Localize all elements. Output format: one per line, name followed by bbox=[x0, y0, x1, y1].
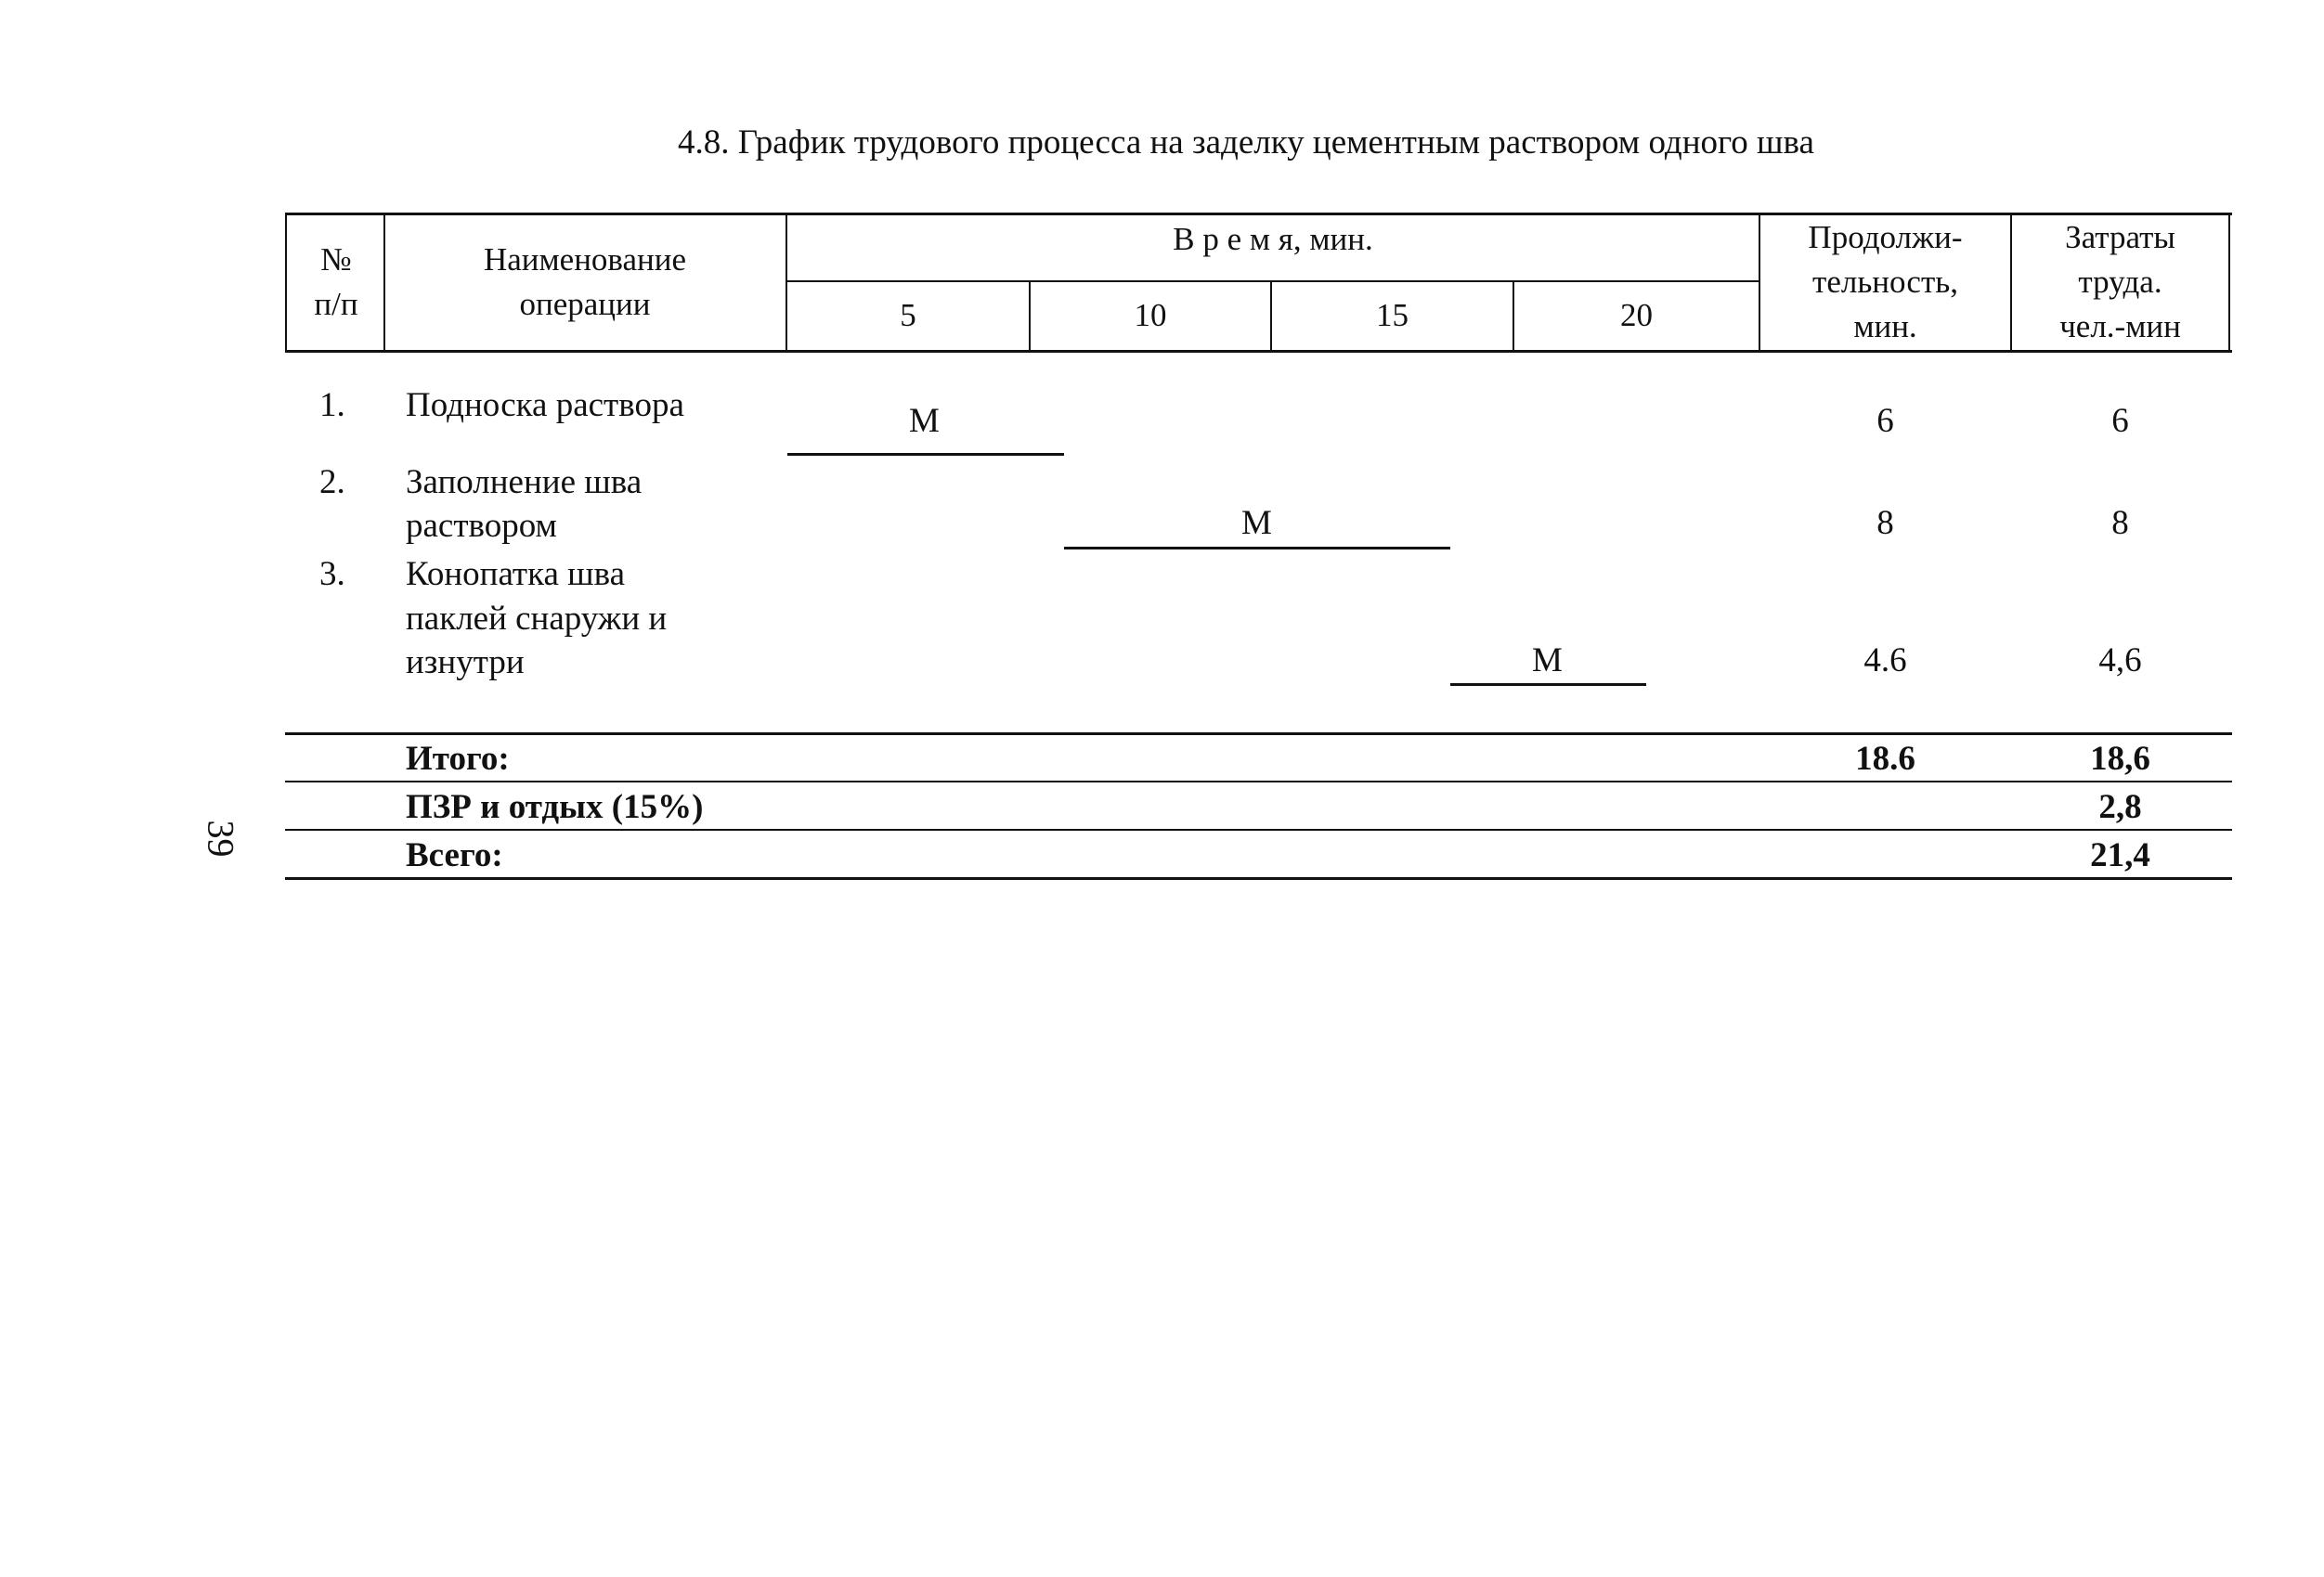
document-title: 4.8. График трудового процесса на заделку цементным раствором одного шва bbox=[678, 123, 1814, 162]
totals-divider-1 bbox=[285, 781, 2232, 782]
row3-name-line1: Конопатка шва bbox=[406, 555, 626, 593]
header-labor-line2: труда. bbox=[2078, 264, 2162, 300]
total-pzr-label: ПЗР и отдых (15%) bbox=[406, 788, 704, 826]
row1-name: Подноска раствора bbox=[406, 386, 684, 424]
total-itogo-labor: 18,6 bbox=[2090, 740, 2150, 778]
totals-bottom-border bbox=[285, 877, 2232, 880]
header-name-line2: операции bbox=[519, 286, 651, 322]
table-right-border bbox=[2228, 213, 2230, 352]
header-time: В р е м я, мин. bbox=[1173, 221, 1373, 257]
header-labor bbox=[2012, 215, 2228, 349]
row3-labor: 4,6 bbox=[2098, 641, 2142, 679]
row3-name-line2: паклей снаружи и bbox=[406, 600, 668, 638]
row2-name-line1: Заполнение шва bbox=[406, 463, 643, 501]
row3-name-line3: изнутри bbox=[406, 643, 525, 681]
totals-top-border bbox=[285, 732, 2232, 735]
table-header-bottom-border bbox=[285, 350, 2232, 353]
header-duration-line2: тельность, bbox=[1812, 264, 1958, 300]
total-pzr-labor: 2,8 bbox=[2098, 788, 2142, 826]
row3-num: 3. bbox=[319, 555, 345, 593]
row2-num: 2. bbox=[319, 463, 345, 501]
total-itogo-label: Итого: bbox=[406, 740, 510, 778]
row2-name-line2: раствором bbox=[406, 507, 557, 545]
time-subheader-border bbox=[787, 280, 1760, 282]
header-duration-line3: мин. bbox=[1853, 308, 1917, 344]
totals-divider-2 bbox=[285, 829, 2232, 831]
row1-labor: 6 bbox=[2111, 402, 2129, 440]
page-number: 39 bbox=[200, 820, 242, 858]
row1-num: 1. bbox=[319, 386, 345, 424]
total-vsego-label: Всего: bbox=[406, 836, 503, 874]
header-time-tick-10: 10 bbox=[1134, 297, 1167, 333]
row3-duration: 4.6 bbox=[1863, 641, 1907, 679]
header-name bbox=[385, 238, 785, 327]
row3-gantt-bar bbox=[1450, 683, 1646, 686]
header-num-line1: № bbox=[320, 241, 352, 278]
total-vsego-labor: 21,4 bbox=[2090, 836, 2150, 874]
header-time-tick-15: 15 bbox=[1376, 297, 1409, 333]
row2-worker-mark: М bbox=[1241, 504, 1272, 542]
header-name-line1: Наименование bbox=[483, 241, 687, 278]
row3-worker-mark: М bbox=[1532, 641, 1563, 679]
total-itogo-duration: 18.6 bbox=[1855, 740, 1915, 778]
table-left-border bbox=[285, 213, 287, 352]
header-labor-line3: чел.-мин bbox=[2059, 308, 2181, 344]
row1-worker-mark: М bbox=[909, 402, 940, 440]
header-num bbox=[291, 238, 382, 327]
header-duration-line1: Продолжи- bbox=[1808, 219, 1963, 255]
row1-gantt-bar bbox=[787, 453, 1064, 456]
row1-duration: 6 bbox=[1876, 402, 1894, 440]
header-num-line2: п/п bbox=[314, 286, 358, 322]
header-time-tick-20: 20 bbox=[1620, 297, 1653, 333]
row2-duration: 8 bbox=[1876, 504, 1894, 542]
header-labor-line1: Затраты bbox=[2065, 219, 2175, 255]
header-time-tick-5: 5 bbox=[900, 297, 916, 333]
row2-labor: 8 bbox=[2111, 504, 2129, 542]
row2-gantt-bar bbox=[1064, 547, 1450, 549]
header-duration bbox=[1760, 215, 2010, 349]
